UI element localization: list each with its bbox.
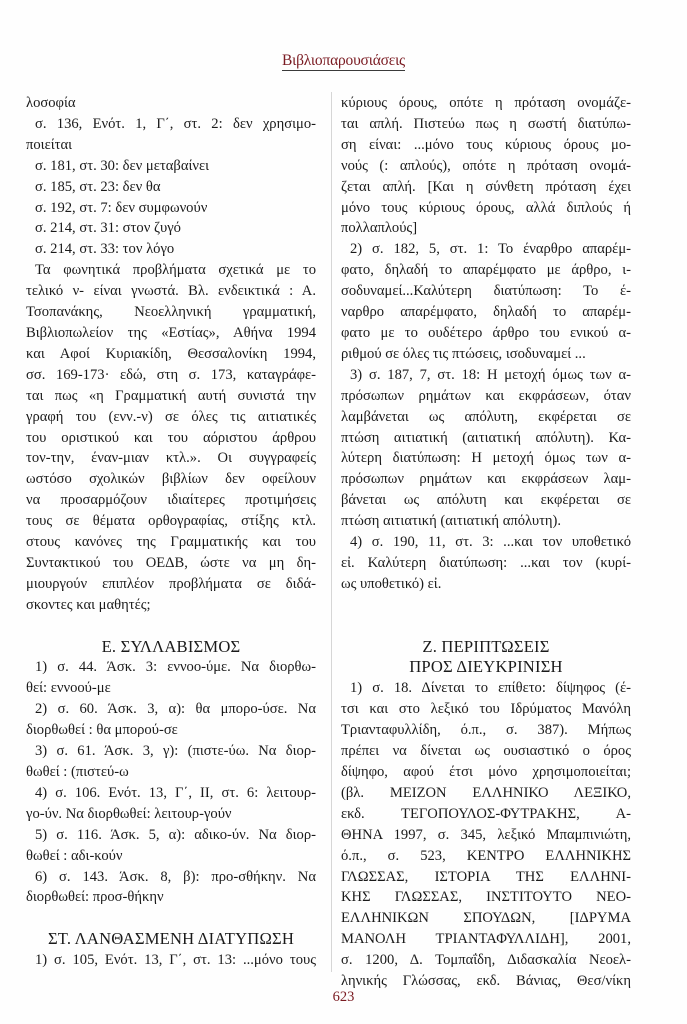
text-line: Τριανταφυλλίδη, ό.π., σ. 387). Μήπως — [341, 722, 631, 739]
section-heading-z-line2: ΠΡΟΣ ΔΙΕΥΚΡΙΝΙΣΗ — [409, 657, 563, 677]
column-divider — [331, 92, 332, 972]
text-line: νούς (: απλούς), οπότε η πρόταση ονομά- — [341, 157, 631, 174]
text-line: πτώση αιτιατική (αιτιατική απόλυτη). Κα- — [341, 429, 631, 446]
text-line: 6) σ. 143. Άσκ. 8, β): προ-σθήκην. Να — [35, 868, 316, 885]
text-line: γραφή του (ενν.-ν) σε όλες τις αιτιατικές — [26, 408, 316, 425]
text-line: σοδυναμεί...Καλύτερη διατύπωση: Το έ- — [341, 283, 631, 300]
text-line: ΕΛΛΗΝΙΚΩΝ ΣΠΟΥΔΩΝ, [ΙΔΡΥΜΑ — [341, 910, 631, 927]
text-line: (βλ. ΜΕΙΖΟΝ ΕΛΛΗΝΙΚΟ ΛΕΞΙΚΟ, — [341, 784, 631, 801]
text-line: 4) σ. 106. Ενότ. 13, Γ΄, ΙΙ, στ. 6: λειτουρ- — [35, 784, 316, 801]
text-line: ριθμού σε όλες τις πτώσεις, ισοδυναμεί ... — [341, 345, 586, 362]
text-line: να προσαρμόζουν ιδιαίτερες προτιμήσεις — [26, 492, 316, 509]
running-header — [0, 52, 687, 70]
text-line: λαμβάνεται ως απόλυτη, εκφέρεται σε — [341, 408, 631, 425]
text-line: πολλαπλούς] — [341, 220, 418, 237]
text-line: σ. 185, στ. 23: δεν θα — [35, 178, 161, 195]
text-line: μιουργούν επιπλέον προβλήματα σε διδά- — [26, 575, 316, 592]
section-heading-e: Ε. ΣΥΛΛΑΒΙΣΜΟΣ — [101, 636, 241, 656]
text-line: πρόσωπων ρημάτων και εκφράσεων, όταν — [341, 387, 631, 404]
text-line: 4) σ. 190, 11, στ. 3: ...και τον υποθετικό — [350, 534, 631, 551]
text-line: ται πως «η Γραμματική αυτή συνιστά την — [26, 387, 316, 404]
text-line: θεί: εννοού-με — [26, 680, 111, 697]
spacer — [341, 616, 631, 637]
text-line: τον-την, έναν-μιαν κτλ.». Οι συγγραφείς — [26, 450, 316, 467]
text-line: Συντακτικού του ΟΕΔΒ, ώστε να μη δη- — [26, 554, 316, 571]
text-line: ληνικής Γλώσσας, εκδ. Βάνιας, Θεσ/νίκη — [341, 973, 631, 990]
running-title: Βιβλιοπαρουσιάσεις — [282, 52, 405, 69]
text-line: ναρθρο απαρέμφατο, δηλαδή το απαρέμ- — [341, 304, 631, 321]
text-line: 1) σ. 18. Δίνεται το επίθετο: δίψηφος (έ- — [350, 680, 631, 697]
text-line: σ. 192, στ. 7: δεν συμφωνούν — [35, 199, 208, 216]
text-line: διορθωθεί : θα μπορού-σε — [26, 722, 178, 739]
text-line: φατο, δηλαδή το απαρέμφατο με άρθρο, ι- — [341, 262, 631, 279]
spacer — [26, 616, 316, 637]
page-number: 623 — [332, 989, 355, 1005]
text-line: πτώση αιτιατική (αιτιατική απόλυτη). — [341, 513, 562, 530]
text-line: λοσοφία — [26, 95, 76, 111]
text-line: ως υποθετικό) εἰ. — [341, 575, 442, 592]
text-line: σ. 214, στ. 31: στον ζυγό — [35, 220, 181, 237]
section-heading-st: ΣΤ. ΛΑΝΘΑΣΜΕΝΗ ΔΙΑΤΥΠΩΣΗ — [47, 929, 295, 949]
text-line: σκοντες και μαθητές; — [26, 596, 151, 613]
text-line: θωθεί : (πιστεύ-ω — [26, 763, 129, 780]
text-line: σ. 214, στ. 33: τον λόγο — [35, 241, 175, 258]
spacer — [26, 908, 316, 929]
text-line: ΚΗΣ ΓΛΩΣΣΑΣ, ΙΝΣΤΙΤΟΥΤΟ ΝΕΟ- — [341, 889, 631, 906]
text-line: εἰ. Καλύτερη διατύπωση: ...και τον (κυρί- — [341, 554, 631, 571]
text-line: σ. 1200, Δ. Τομπαΐδη, Διδασκαλία Νεοελ- — [341, 952, 631, 969]
text-line: Τα φωνητικά προβλήματα σχετικά με το — [35, 262, 316, 279]
text-line: μόνο τους κύριους όρους, αλλά διπλούς ή — [341, 199, 631, 216]
text-line: σσ. 169-173· εδώ, στη σ. 173, καταγράφε- — [26, 366, 316, 383]
text-line: δίψηφο, αφού έτσι μόνο χρησιμοποιείται; — [341, 763, 631, 780]
text-line: ό.π., σ. 523, ΚΕΝΤΡΟ ΕΛΛΗΝΙΚΗΣ — [341, 847, 631, 864]
text-line: ποιείται — [26, 136, 73, 153]
text-line: κύριους όρους, οπότε η πρόταση ονομάζε- — [341, 95, 631, 111]
text-line: εκδ. ΤΕΓΟΠΟΥΛΟΣ-ΦΥΤΡΑΚΗΣ, Α- — [341, 805, 631, 822]
text-line: βάνεται ως απόλυτη και εκφέρεται σε — [341, 492, 631, 509]
spacer — [341, 595, 631, 616]
text-line: σ. 136, Ενότ. 1, Γ΄, στ. 2: δεν χρησιμο- — [35, 115, 316, 132]
text-line: ΘΗΝΑ 1997, σ. 345, λεξικό Μπαμπινιώτη, — [341, 826, 631, 843]
text-line: ται απλή. Πιστεύω πως η σωστή διατύπω- — [341, 115, 631, 132]
text-line: ζεται απλή. [Και η σύνθετη πρόταση έχει — [341, 178, 631, 195]
text-line: διορθωθεί: προσ-θήκην — [26, 889, 164, 906]
text-line: Βιβλιοπωλείον της «Εστίας», Αθήνα 1994 — [26, 324, 316, 341]
text-line: 1) σ. 44. Άσκ. 3: εννοο-ύμε. Να διορθω- — [35, 659, 316, 676]
text-line: τελικό ν- είναι γνωστά. Βλ. ενδεικτικά : Α. — [26, 283, 316, 300]
text-line: 1) σ. 105, Ενότ. 13, Γ΄, στ. 13: ...μόνο τους — [35, 952, 316, 969]
text-line: ΜΑΝΟΛΗ ΤΡΙΑΝΤΑΦΥΛΛΙΔΗ], 2001, — [341, 931, 631, 948]
text-line: στους κανόνες της Γραμματικής και του — [26, 534, 316, 551]
text-line: θωθεί : αδι-κούν — [26, 847, 123, 864]
text-line: πρόσωπων ρημάτων και εκφράσεων λαμ- — [341, 471, 631, 488]
text-line: Τσοπανάκης, Νεοελληνική γραμματική, — [26, 304, 316, 321]
text-line: ωστόσο σχολικών βιβλίων δεν οφείλουν — [26, 471, 316, 488]
text-line: τους σε θέματα ορθογραφίας, στίξης κτλ. — [26, 513, 316, 530]
text-line: τσι και στο λεξικό του Ιδρύματος Μανόλη — [341, 701, 631, 718]
text-line: 2) σ. 182, 5, στ. 1: Το έναρθρο απαρέμ- — [350, 241, 631, 258]
right-column — [341, 93, 631, 992]
text-line: πρέπει να δίνεται ως ουσιαστικό ο όρος — [341, 743, 631, 760]
text-line: γο-ύν. Να διορθωθεί: λειτουρ-γούν — [26, 805, 232, 822]
text-line: ση είναι: ...μόνο τους κύριους όρους μο- — [341, 136, 631, 153]
left-column — [26, 93, 316, 971]
text-line: σ. 181, στ. 30: δεν μεταβαίνει — [35, 157, 210, 174]
section-heading-z-line1: Ζ. ΠΕΡΙΠΤΩΣΕΙΣ — [422, 636, 550, 656]
text-line: 2) σ. 60. Άσκ. 3, α): θα μπορο-ύσε. Να — [35, 701, 316, 718]
text-line: φατο με το ουδέτερο άρθρο του ενικού α- — [341, 324, 631, 341]
text-line: λύτερη διατύπωση: Η μετοχή όμως των α- — [341, 450, 631, 467]
text-line: και Αφοί Κυριακίδη, Θεσσαλονίκη 1994, — [26, 345, 316, 362]
text-line: 3) σ. 187, 7, στ. 18: Η μετοχή όμως των α- — [350, 366, 631, 383]
text-line: 3) σ. 61. Άσκ. 3, γ): (πιστε-ύω. Να διορ- — [35, 743, 316, 760]
text-line: ΓΛΩΣΣΑΣ, ΙΣΤΟΡΙΑ ΤΗΣ ΕΛΛΗΝΙ- — [341, 868, 631, 885]
text-line: του οριστικού και του αόριστου άρθρου — [26, 429, 316, 446]
text-line: 5) σ. 116. Άσκ. 5, α): αδικο-ύν. Να διορ- — [35, 826, 316, 843]
